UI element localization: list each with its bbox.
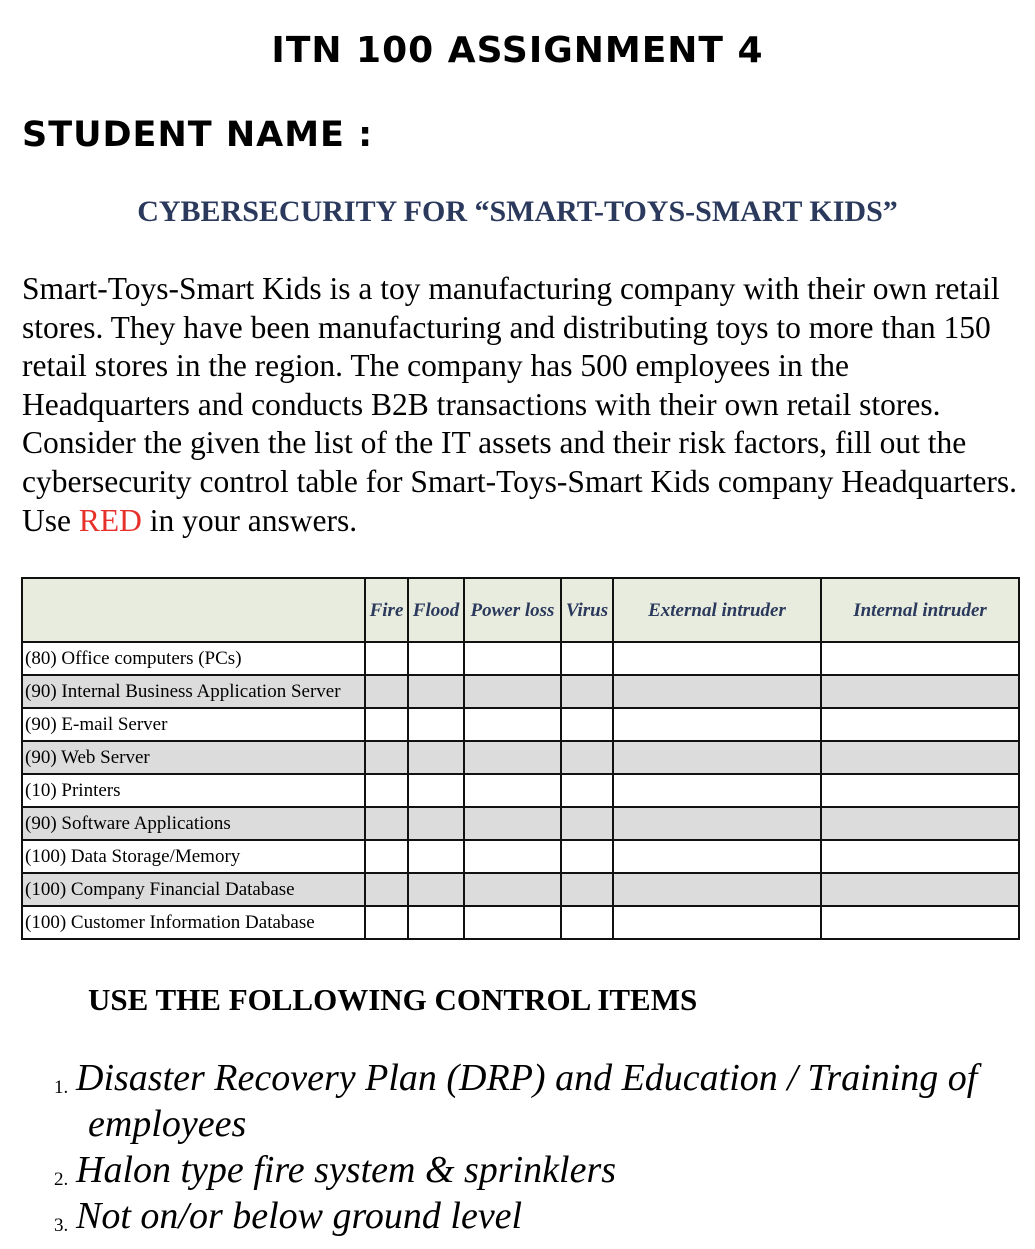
answer-cell[interactable]: [365, 906, 408, 939]
answer-cell[interactable]: [613, 807, 821, 840]
answer-cell[interactable]: [613, 840, 821, 873]
header-cell: Internal intruder: [821, 578, 1019, 642]
answer-cell[interactable]: [464, 807, 561, 840]
answer-cell[interactable]: [821, 840, 1019, 873]
answer-cell[interactable]: [365, 708, 408, 741]
asset-name: (100) Data Storage/Memory: [22, 840, 365, 873]
item-text: Disaster Recovery Plan (DRP) and Education / Training of: [76, 1057, 978, 1099]
answer-cell[interactable]: [464, 642, 561, 675]
controls-heading: USE THE FOLLOWING CONTROL ITEMS: [88, 982, 698, 1017]
answer-cell[interactable]: [464, 675, 561, 708]
asset-name: (100) Customer Information Database: [22, 906, 365, 939]
answer-cell[interactable]: [408, 840, 464, 873]
intro-paragraph: [22, 270, 1022, 540]
asset-name: (90) Web Server: [22, 741, 365, 774]
answer-cell[interactable]: [464, 774, 561, 807]
answer-cell[interactable]: [613, 642, 821, 675]
answer-cell[interactable]: [561, 873, 613, 906]
answer-cell[interactable]: [464, 741, 561, 774]
asset-name: (10) Printers: [22, 774, 365, 807]
answer-cell[interactable]: [561, 642, 613, 675]
table-row: [22, 774, 1019, 807]
answer-cell[interactable]: [613, 906, 821, 939]
header-cell: [22, 578, 365, 642]
item-number: 2.: [54, 1169, 69, 1190]
answer-cell[interactable]: [408, 873, 464, 906]
answer-cell[interactable]: [365, 840, 408, 873]
answer-cell[interactable]: [464, 840, 561, 873]
answer-cell[interactable]: [561, 807, 613, 840]
answer-cell[interactable]: [821, 642, 1019, 675]
list-item: [0, 1055, 1035, 1147]
answer-cell[interactable]: [408, 741, 464, 774]
header-cell: Flood: [408, 578, 464, 642]
item-text: Not on/or below ground level: [76, 1195, 523, 1237]
answer-cell[interactable]: [561, 840, 613, 873]
subtitle: CYBERSECURITY FOR “SMART-TOYS-SMART KIDS”: [137, 195, 898, 228]
answer-cell[interactable]: [464, 906, 561, 939]
answer-cell[interactable]: [408, 807, 464, 840]
answer-cell[interactable]: [613, 675, 821, 708]
answer-cell[interactable]: [561, 906, 613, 939]
answer-cell[interactable]: [613, 774, 821, 807]
asset-name: (90) E-mail Server: [22, 708, 365, 741]
table-row: [22, 741, 1019, 774]
table-row: [22, 675, 1019, 708]
answer-cell[interactable]: [464, 708, 561, 741]
asset-name: (100) Company Financial Database: [22, 873, 365, 906]
answer-cell[interactable]: [365, 642, 408, 675]
list-item: [0, 1147, 1035, 1193]
answer-cell[interactable]: [561, 708, 613, 741]
table-row: [22, 807, 1019, 840]
answer-cell[interactable]: [408, 906, 464, 939]
answer-cell[interactable]: [821, 873, 1019, 906]
item-text-cont: employees: [88, 1103, 247, 1145]
table-row: [22, 906, 1019, 939]
answer-cell[interactable]: [408, 774, 464, 807]
item-text: Halon type fire system & sprinklers: [76, 1149, 617, 1191]
answer-cell[interactable]: [365, 873, 408, 906]
red-word: RED: [78, 502, 142, 538]
answer-cell[interactable]: [613, 708, 821, 741]
page-title: ITN 100 ASSIGNMENT 4: [271, 30, 764, 71]
list-item: [0, 1193, 1035, 1239]
item-number: 1.: [54, 1077, 69, 1098]
answer-cell[interactable]: [365, 741, 408, 774]
answer-cell[interactable]: [408, 708, 464, 741]
answer-cell[interactable]: [365, 675, 408, 708]
answer-cell[interactable]: [821, 807, 1019, 840]
asset-name: (80) Office computers (PCs): [22, 642, 365, 675]
answer-cell[interactable]: [821, 708, 1019, 741]
answer-cell[interactable]: [613, 873, 821, 906]
answer-cell[interactable]: [561, 675, 613, 708]
table-row: [22, 642, 1019, 675]
table-row: [22, 840, 1019, 873]
answer-cell[interactable]: [365, 774, 408, 807]
para-text-end: in your answers.: [141, 502, 358, 538]
answer-cell[interactable]: [561, 741, 613, 774]
answer-cell[interactable]: [561, 774, 613, 807]
answer-cell[interactable]: [821, 675, 1019, 708]
para-text: Smart-Toys-Smart Kids is a toy manufacturing company with their own retail stores. They have been manufacturing and distributing toys to more than 150 retail stores in the region. The company has 500 employees in the Headquarters and conducts B2B transactions with their own retail stores. Consider the given the list of the IT assets and their risk factors, fill out the cybersecurity control table for Smart-Toys-Smart Kids company Headquarters. Use: [22, 271, 1017, 538]
answer-cell[interactable]: [365, 807, 408, 840]
student-name-label: STUDENT NAME :: [22, 115, 374, 155]
header-cell: Fire: [365, 578, 408, 642]
answer-cell[interactable]: [821, 906, 1019, 939]
table-header: [22, 578, 1019, 642]
answer-cell[interactable]: [821, 741, 1019, 774]
table-row: [22, 708, 1019, 741]
answer-cell[interactable]: [613, 741, 821, 774]
header-cell: Virus: [561, 578, 613, 642]
asset-name: (90) Internal Business Application Server: [22, 675, 365, 708]
answer-cell[interactable]: [408, 642, 464, 675]
control-table: [21, 577, 1020, 940]
table-row: [22, 873, 1019, 906]
asset-name: (90) Software Applications: [22, 807, 365, 840]
answer-cell[interactable]: [821, 774, 1019, 807]
control-list: [0, 1055, 1035, 1239]
answer-cell[interactable]: [464, 873, 561, 906]
item-number: 3.: [54, 1215, 69, 1236]
header-cell: Power loss: [464, 578, 561, 642]
answer-cell[interactable]: [408, 675, 464, 708]
header-cell: External intruder: [613, 578, 821, 642]
